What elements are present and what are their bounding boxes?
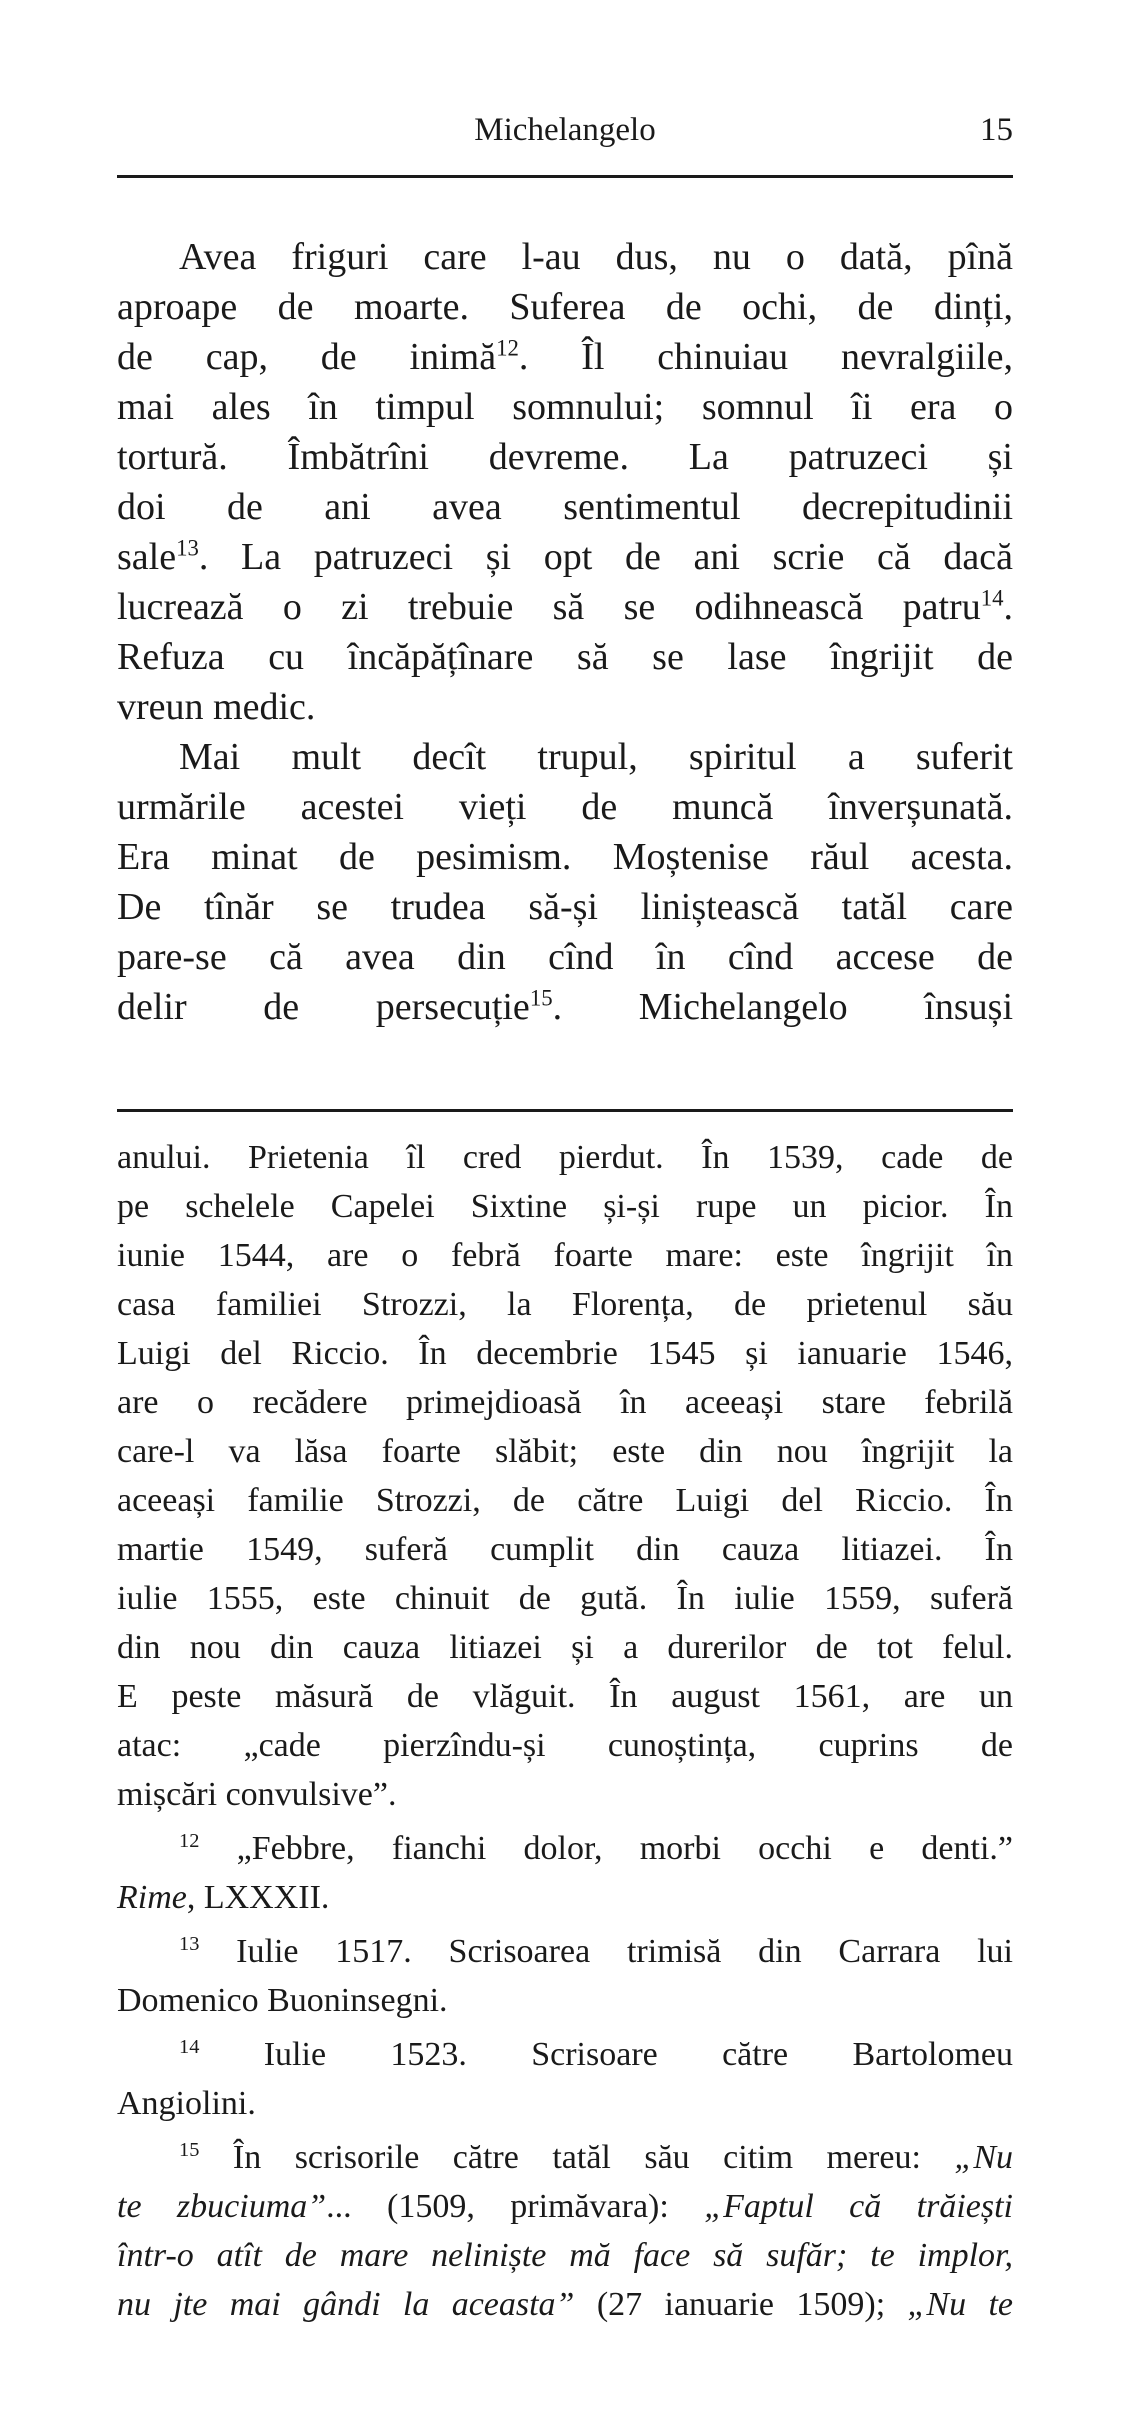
footnote-reference: 13 xyxy=(176,535,199,561)
footnote xyxy=(117,1927,1013,2025)
text-line xyxy=(117,732,1013,782)
footnote-line xyxy=(117,1873,1013,1922)
paragraph xyxy=(117,732,1013,1032)
footnote-line xyxy=(117,1182,1013,1231)
text-run: lucrează o zi trebuie să se odihnească patru xyxy=(117,586,981,628)
text-run: care-l va lăsa foarte slăbit; este din nou îngrijit la xyxy=(117,1433,1013,1470)
header-rule xyxy=(117,175,1013,178)
text-line xyxy=(117,832,1013,882)
footnote-line xyxy=(117,1280,1013,1329)
text-run: martie 1549, suferă cumplit din cauza litiazei. În xyxy=(117,1531,1013,1568)
text-run: mișcări convulsive”. xyxy=(117,1776,397,1813)
footnote-reference: 12 xyxy=(179,1829,200,1852)
footnote xyxy=(117,1133,1013,1819)
text-run: ... (1509, primăvara): xyxy=(326,2188,705,2225)
text-run: „Febbre, fianchi dolor, morbi occhi e denti.” xyxy=(199,1830,1013,1867)
footnote-line xyxy=(117,1623,1013,1672)
text-run: vreun medic. xyxy=(117,686,316,728)
page-number: 15 xyxy=(980,112,1013,148)
footnote-line xyxy=(117,1824,1013,1873)
text-run: iunie 1544, are o febră foarte mare: este îngrijit în xyxy=(117,1237,1013,1274)
italic-run: „Nu te xyxy=(907,2286,1014,2323)
text-run: sale xyxy=(117,536,177,578)
footnote-reference: 13 xyxy=(179,1932,200,1955)
footnotes xyxy=(117,1133,1013,2329)
text-line xyxy=(117,532,1013,582)
paragraph xyxy=(117,232,1013,732)
text-run: . xyxy=(1003,586,1013,628)
text-run: iulie 1555, este chinuit de gută. În iulie 1559, suferă xyxy=(117,1580,1013,1617)
footnote-line xyxy=(117,2231,1013,2280)
text-run: E peste măsură de vlăguit. În august 1561, are un xyxy=(117,1678,1013,1715)
text-line xyxy=(117,232,1013,282)
footnote-line xyxy=(117,1476,1013,1525)
footnote-line xyxy=(117,1574,1013,1623)
text-line xyxy=(117,682,1013,732)
text-run: aproape de moarte. Suferea de ochi, de dinți, xyxy=(117,286,1013,328)
text-run: pare-se că avea din cînd în cînd accese de xyxy=(117,936,1013,978)
text-run: . La patruzeci și opt de ani scrie că dacă xyxy=(198,536,1013,578)
text-line xyxy=(117,332,1013,382)
footnote-line xyxy=(117,1976,1013,2025)
footnote-line xyxy=(117,1231,1013,1280)
footnote-reference: 12 xyxy=(496,335,519,361)
footnote-reference: 14 xyxy=(980,585,1004,611)
italic-run: Rime xyxy=(117,1879,187,1916)
italic-run: într-o atît de mare neliniște mă face să sufăr; te implor, xyxy=(117,2237,1013,2274)
italic-run: „Faptul că trăiești xyxy=(704,2188,1013,2225)
text-run: mai ales în timpul somnului; somnul îi era o xyxy=(117,386,1013,428)
footnote-line xyxy=(117,2133,1013,2182)
footnote-reference: 14 xyxy=(179,2035,200,2058)
footnote-separator xyxy=(117,1109,1013,1112)
text-run: atac: „cade pierzîndu-și cunoștința, cuprins de xyxy=(117,1727,1013,1764)
footnote-line xyxy=(117,1721,1013,1770)
text-run: Iulie 1523. Scrisoare către Bartolomeu xyxy=(199,2036,1013,2073)
italic-run: te zbuciuma” xyxy=(117,2188,327,2225)
text-line xyxy=(117,982,1013,1032)
text-line xyxy=(117,882,1013,932)
footnote-line xyxy=(117,1329,1013,1378)
footnote xyxy=(117,1824,1013,1922)
footnote-reference: 15 xyxy=(179,2138,200,2161)
text-run: pe schelele Capelei Sixtine și-și rupe un picior. În xyxy=(117,1188,1013,1225)
text-run: urmările acestei vieți de muncă înverșunată. xyxy=(117,786,1013,828)
text-line xyxy=(117,382,1013,432)
text-run: , LXXXII. xyxy=(186,1879,330,1916)
footnote xyxy=(117,2133,1013,2329)
footnote-line xyxy=(117,2030,1013,2079)
text-run: Angiolini. xyxy=(117,2085,256,2122)
footnote-line xyxy=(117,2182,1013,2231)
text-run: casa familiei Strozzi, la Florența, de prietenul său xyxy=(117,1286,1013,1323)
text-line xyxy=(117,582,1013,632)
footnote-line xyxy=(117,1378,1013,1427)
text-run: doi de ani avea sentimentul decrepitudinii xyxy=(117,486,1013,528)
text-run: În scrisorile către tatăl său citim mereu: xyxy=(199,2139,955,2176)
text-run: . Michelangelo însuși xyxy=(552,986,1013,1028)
text-run: Era minat de pesimism. Moștenise răul acesta. xyxy=(117,836,1013,878)
text-run: . Îl chinuiau nevralgiile, xyxy=(518,336,1013,378)
text-line xyxy=(117,782,1013,832)
text-line xyxy=(117,632,1013,682)
italic-run: „Nu xyxy=(954,2139,1013,2176)
text-line xyxy=(117,482,1013,532)
footnote-line xyxy=(117,1133,1013,1182)
footnote-line xyxy=(117,1525,1013,1574)
text-run: aceeași familie Strozzi, de către Luigi del Riccio. În xyxy=(117,1482,1013,1519)
text-run: Luigi del Riccio. În decembrie 1545 și ianuarie 1546, xyxy=(117,1335,1013,1372)
text-run: anului. Prietenia îl cred pierdut. În 1539, cade de xyxy=(117,1139,1013,1176)
text-run: din nou din cauza litiazei și a durerilor de tot felul. xyxy=(117,1629,1013,1666)
italic-run: nu jte mai gândi la aceasta” xyxy=(117,2286,575,2323)
text-run: delir de persecuție xyxy=(117,986,530,1028)
text-line xyxy=(117,282,1013,332)
text-run: de cap, de inimă xyxy=(117,336,497,378)
footnote xyxy=(117,2030,1013,2128)
text-line xyxy=(117,932,1013,982)
footnote-line xyxy=(117,1927,1013,1976)
text-line xyxy=(117,432,1013,482)
text-run: Mai mult decît trupul, spiritul a suferit xyxy=(179,736,1013,778)
running-header xyxy=(117,112,1013,162)
footnote-line xyxy=(117,2079,1013,2128)
text-run: De tînăr se trudea să-și liniștească tatăl care xyxy=(117,886,1013,928)
main-text xyxy=(117,232,1013,1032)
text-run: Refuza cu încăpățînare să se lase îngrijit de xyxy=(117,636,1013,678)
running-title: Michelangelo xyxy=(474,112,656,148)
footnote-line xyxy=(117,1770,1013,1819)
footnote-line xyxy=(117,1672,1013,1721)
text-run: tortură. Îmbătrîni devreme. La patruzeci și xyxy=(117,436,1013,478)
text-run: (27 ianuarie 1509); xyxy=(574,2286,908,2323)
text-run: Avea friguri care l-au dus, nu o dată, pînă xyxy=(179,236,1013,278)
text-run: are o recădere primejdioasă în aceeași stare febrilă xyxy=(117,1384,1013,1421)
footnote-line xyxy=(117,1427,1013,1476)
footnote-reference: 15 xyxy=(529,985,553,1011)
text-run: Domenico Buoninsegni. xyxy=(117,1982,448,2019)
footnote-line xyxy=(117,2280,1013,2329)
text-run: Iulie 1517. Scrisoarea trimisă din Carrara lui xyxy=(199,1933,1013,1970)
